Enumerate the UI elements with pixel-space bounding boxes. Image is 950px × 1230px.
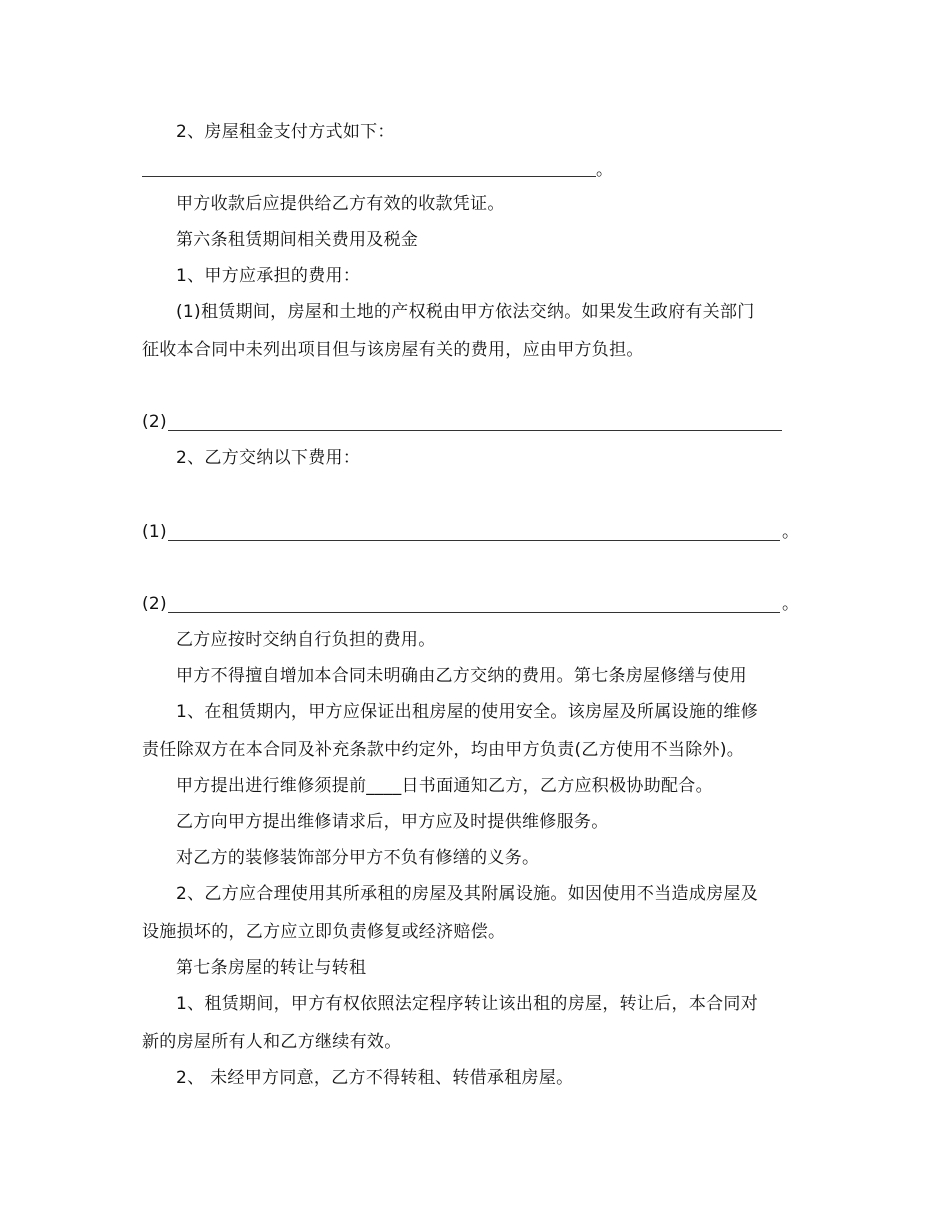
party-b-item2-label: (2) bbox=[142, 594, 167, 614]
party-a-item2-blank bbox=[168, 430, 782, 431]
party-b-item2-blank bbox=[168, 612, 780, 613]
repair-request-text: 乙方向甲方提出维修请求后，甲方应及时提供维修服务。 bbox=[176, 812, 609, 832]
payment-method-end: 。 bbox=[596, 160, 614, 180]
party-a-item2-label: (2) bbox=[142, 412, 167, 432]
transfer-text-line1: 1、租赁期间，甲方有权依照法定程序转让该出租的房屋，转让后，本合同对 bbox=[176, 994, 759, 1014]
party-b-item1-end: 。 bbox=[782, 522, 800, 542]
proper-use-text-line1: 2、乙方应合理使用其所承租的房屋及其附属设施。如因使用不当造成房屋及 bbox=[176, 884, 759, 904]
tax-text-line1: (1)租赁期间，房屋和土地的产权税由甲方依法交纳。如果发生政府有关部门 bbox=[176, 302, 755, 322]
proper-use-text-line2: 设施损坏的，乙方应立即负责修复或经济赔偿。 bbox=[142, 922, 506, 942]
repair-notice-text: 甲方提出进行维修须提前____日书面通知乙方，乙方应积极协助配合。 bbox=[176, 776, 713, 796]
payment-method-blank bbox=[142, 176, 596, 177]
transfer-text-line2: 新的房屋所有人和乙方继续有效。 bbox=[142, 1032, 402, 1052]
no-extra-fees-text: 甲方不得擅自增加本合同未明确由乙方交纳的费用。第七条房屋修缮与使用 bbox=[176, 666, 747, 686]
party-b-pay-on-time-text: 乙方应按时交纳自行负担的费用。 bbox=[176, 630, 436, 650]
sublet-text: 2、 未经甲方同意，乙方不得转租、转借承租房屋。 bbox=[176, 1068, 574, 1088]
party-b-item2-end: 。 bbox=[782, 594, 800, 614]
party-b-item1-label: (1) bbox=[142, 522, 167, 542]
article7-heading: 第七条房屋的转让与转租 bbox=[176, 958, 367, 978]
receipt-text: 甲方收款后应提供给乙方有效的收款凭证。 bbox=[176, 194, 505, 214]
payment-method-text: 2、房屋租金支付方式如下： bbox=[176, 122, 395, 142]
article6-heading: 第六条租赁期间相关费用及税金 bbox=[176, 230, 419, 250]
repair-text-line1: 1、在租赁期内，甲方应保证出租房屋的使用安全。该房屋及所属设施的维修 bbox=[176, 702, 759, 722]
party-b-item1-blank bbox=[168, 540, 780, 541]
party-b-costs-text: 2、乙方交纳以下费用： bbox=[176, 448, 361, 468]
decoration-text: 对乙方的装修装饰部分甲方不负有修缮的义务。 bbox=[176, 848, 540, 868]
tax-text-line2: 征收本合同中未列出项目但与该房屋有关的费用，应由甲方负担。 bbox=[142, 340, 644, 360]
party-a-costs-text: 1、甲方应承担的费用： bbox=[176, 266, 361, 286]
repair-text-line2: 责任除双方在本合同及补充条款中约定外，均由甲方负责(乙方使用不当除外)。 bbox=[142, 740, 745, 760]
